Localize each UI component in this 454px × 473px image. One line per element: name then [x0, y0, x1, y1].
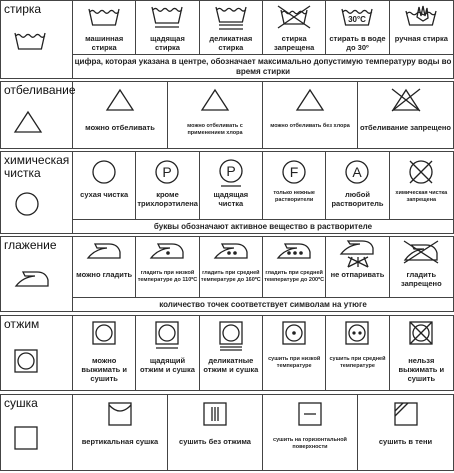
symbol-label: ручная стирка	[394, 34, 448, 43]
square-icon	[13, 425, 39, 451]
washtub-double-bar-icon	[214, 5, 248, 31]
symbol-label: сушить на горизонтальной поверхности	[273, 437, 347, 450]
symbol-cell	[390, 237, 453, 297]
section-2	[0, 81, 454, 149]
symbol-cell	[73, 1, 136, 54]
circle-letter-icon	[280, 158, 308, 186]
symbol-label: можно выжимать и сушить	[81, 356, 127, 383]
symbol-label: сушить при низкой температуре	[268, 356, 321, 369]
symbol-cell	[200, 237, 263, 297]
washtub-hand-icon	[404, 5, 438, 29]
circle-letter-bar-icon	[217, 158, 245, 188]
section-header	[1, 1, 73, 78]
symbol-cell	[358, 82, 453, 148]
triangle-icon	[13, 110, 43, 134]
section-1	[0, 0, 454, 79]
tumble-dry-crossed-icon	[408, 320, 434, 346]
symbol-label: можно отбеливать	[85, 123, 155, 132]
tumble-dry-one-dot-icon	[281, 320, 307, 346]
line-dry-icon	[107, 401, 133, 427]
triangle-crossed-icon	[391, 88, 421, 112]
symbol-cell	[73, 152, 136, 219]
iron-icon	[13, 267, 51, 289]
svg-text:30°C: 30°C	[348, 15, 367, 24]
symbol-cell	[136, 152, 199, 219]
symbol-cell	[263, 237, 326, 297]
symbol-label: сушить без отжима	[179, 437, 251, 446]
symbol-cell	[326, 237, 389, 297]
svg-text:F: F	[289, 164, 299, 180]
symbol-label: отбеливание запрещено	[359, 123, 452, 132]
symbol-label: щадящая чистка	[213, 190, 249, 208]
tumble-dry-icon	[91, 320, 117, 346]
symbol-label: гладить при низкой температуре до 110ºC	[137, 270, 198, 283]
section-title: химическая чистка	[4, 153, 70, 180]
section-header	[1, 82, 76, 148]
section-title: отбеливание	[4, 83, 76, 97]
symbol-cell	[73, 395, 168, 470]
section-3	[0, 151, 454, 234]
washtub-icon	[13, 29, 47, 53]
triangle-icon	[105, 88, 135, 112]
dry-flat-icon	[297, 401, 323, 427]
section-note: цифра, которая указана в центре, обозначает максимально допустимую температуру воды во время стирки	[73, 54, 453, 80]
symbol-cell	[358, 395, 453, 470]
symbol-label: деликатная стирка	[209, 34, 253, 52]
symbol-label: гладить при средней температуре до 200ºC	[264, 270, 325, 283]
iron-two-dots-icon	[212, 239, 250, 261]
triangle-icon	[200, 88, 230, 112]
symbol-cell	[136, 237, 199, 297]
tumble-dry-two-dots-icon	[344, 320, 370, 346]
symbol-label: стирать в воде до 30º	[329, 34, 386, 52]
symbol-cell	[168, 395, 263, 470]
symbol-label: кроме трихлорэтилена	[137, 190, 198, 208]
symbol-cell	[73, 237, 136, 297]
symbol-cell	[263, 395, 358, 470]
section-6	[0, 394, 454, 471]
symbol-cell	[390, 316, 453, 390]
symbol-label: вертикальная сушка	[81, 437, 159, 446]
section-title: отжим	[4, 317, 40, 331]
circle-icon	[90, 158, 118, 186]
symbol-label: только нежные растворители	[273, 190, 315, 203]
symbol-cell	[263, 152, 326, 219]
section-header	[1, 237, 73, 311]
symbol-label: деликатные отжим и сушка	[203, 356, 259, 374]
symbol-label: любой растворитель	[331, 190, 384, 208]
section-4	[0, 236, 454, 312]
symbol-label: сухая чистка	[80, 190, 129, 199]
iron-no-steam-icon	[338, 239, 376, 269]
triangle-icon	[295, 88, 325, 112]
circle-icon	[13, 190, 41, 218]
washtub-30-icon	[340, 5, 374, 29]
symbol-label: можно отбеливать с применением хлора	[187, 123, 243, 136]
symbol-cell	[136, 316, 199, 390]
symbol-cell	[263, 316, 326, 390]
tumble-dry-icon	[13, 348, 39, 374]
symbol-label: не отпаривать	[330, 270, 385, 279]
iron-icon	[85, 239, 123, 261]
drip-dry-icon	[202, 401, 228, 427]
svg-text:A: A	[352, 164, 363, 180]
symbol-cell	[200, 316, 263, 390]
symbol-cell	[73, 316, 136, 390]
dry-shade-icon	[393, 401, 419, 427]
svg-text:P: P	[226, 163, 236, 179]
washtub-bar-icon	[150, 5, 184, 29]
symbol-cell	[73, 82, 168, 148]
symbol-label: можно отбеливать без хлора	[270, 123, 350, 129]
symbol-label: машинная стирка	[85, 34, 124, 52]
section-header	[1, 152, 73, 233]
symbol-label: гладить при средней температуре до 160ºC	[200, 270, 261, 283]
circle-crossed-icon	[407, 158, 435, 186]
symbol-label: сушить в тени	[378, 437, 433, 446]
section-5	[0, 315, 454, 391]
tumble-dry-double-bar-icon	[218, 320, 244, 352]
section-note: буквы обозначают активное вещество в растворителе	[73, 219, 453, 235]
symbol-cell	[326, 1, 389, 54]
symbol-cell	[390, 152, 453, 219]
tumble-dry-bar-icon	[154, 320, 180, 350]
symbol-cell	[263, 1, 326, 54]
iron-three-dots-icon	[275, 239, 313, 261]
section-header	[1, 316, 73, 390]
symbol-label: щадящий отжим и сушка	[140, 356, 195, 374]
symbol-label: стирка запрещена	[274, 34, 315, 52]
symbol-cell	[168, 82, 263, 148]
symbol-label: гладить запрещено	[400, 270, 442, 288]
section-title: стирка	[4, 2, 42, 16]
symbol-label: химическая чистка запрещена	[395, 190, 448, 203]
section-header	[1, 395, 73, 470]
symbol-cell	[390, 1, 453, 54]
symbol-cell	[326, 316, 389, 390]
washtub-icon	[87, 5, 121, 29]
iron-one-dot-icon	[148, 239, 186, 261]
section-note: количество точек соответствует символам на утюге	[73, 297, 453, 313]
symbol-label: щадящая стирка	[150, 34, 185, 52]
section-title: глажение	[4, 238, 57, 252]
symbol-cell	[200, 1, 263, 54]
symbol-cell	[326, 152, 389, 219]
symbol-cell	[136, 1, 199, 54]
circle-letter-icon	[343, 158, 371, 186]
symbol-label: нельзя выжимать и сушить	[398, 356, 445, 383]
svg-text:P: P	[162, 164, 173, 180]
symbol-label: можно гладить	[76, 270, 133, 279]
circle-letter-icon	[153, 158, 181, 186]
washtub-crossed-icon	[277, 5, 311, 29]
symbol-cell	[263, 82, 358, 148]
section-title: сушка	[4, 396, 38, 410]
iron-crossed-icon	[402, 239, 440, 265]
symbol-label: сушить при средней температуре	[329, 356, 386, 369]
symbol-cell	[200, 152, 263, 219]
